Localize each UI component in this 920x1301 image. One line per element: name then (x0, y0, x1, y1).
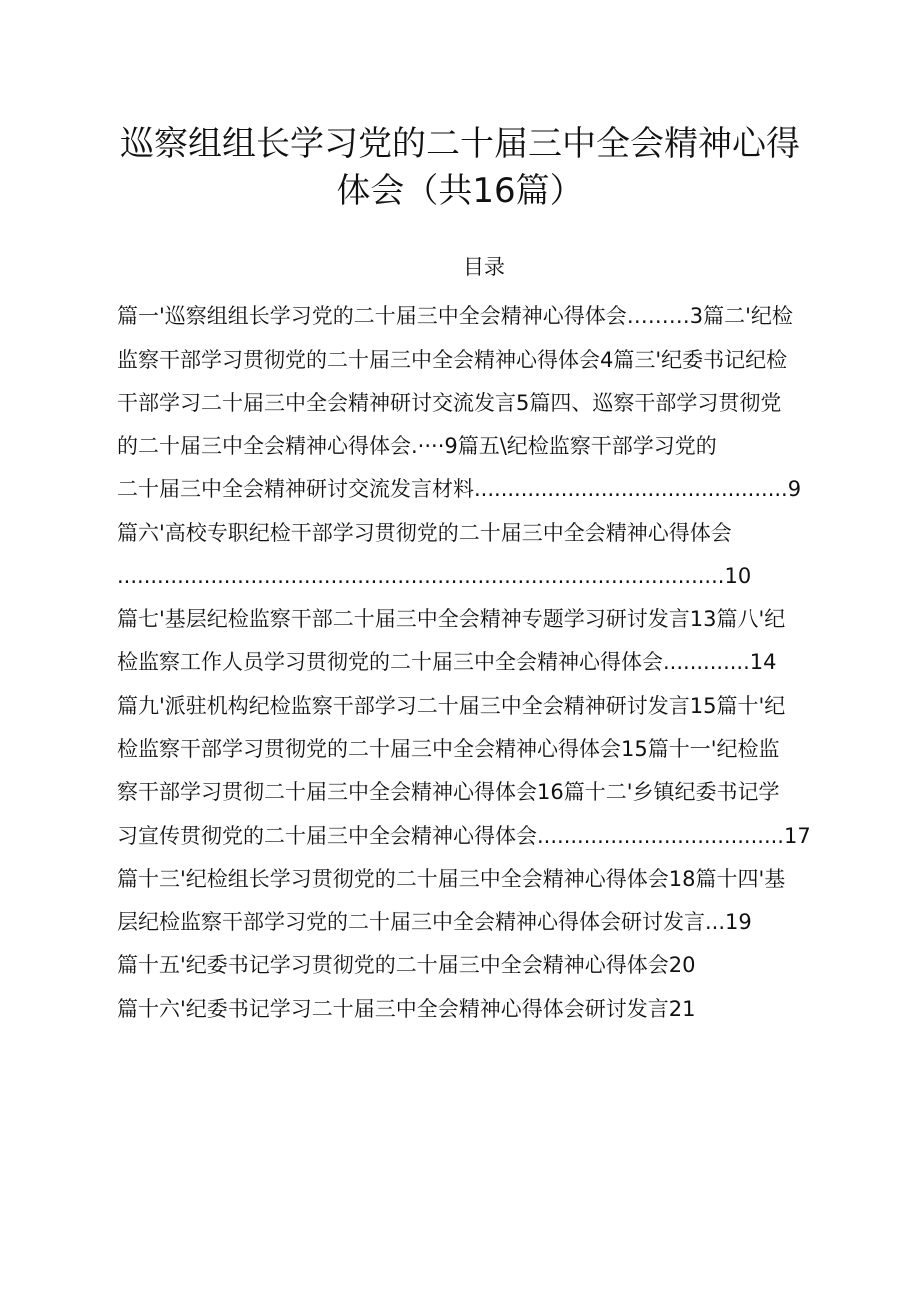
toc-line[interactable]: 篇九'派驻机构纪检监察干部学习二十届三中全会精神研讨发言15篇十'纪 (117, 694, 786, 718)
toc-line[interactable]: 篇一'巡察组组长学习党的二十届三中全会精神心得体会………3篇二'纪检 (117, 304, 793, 328)
toc-line[interactable]: 监察干部学习贯彻党的二十届三中全会精神心得体会4篇三'纪委书记纪检 (117, 348, 788, 372)
toc-line[interactable]: 检监察工作人员学习贯彻党的二十届三中全会精神心得体会.............14 (117, 650, 777, 674)
toc-line[interactable]: 篇七'基层纪检监察干部二十届三中全会精神专题学习研讨发言13篇八'纪 (117, 607, 786, 631)
toc-line[interactable]: 检监察干部学习贯彻党的二十届三中全会精神心得体会15篇十一'纪检监 (117, 737, 780, 761)
document-title-line-1: 巡察组组长学习党的二十届三中全会精神心得 (120, 124, 800, 164)
toc-line[interactable]: 二十届三中全会精神研讨交流发言材料...............................................9 (117, 477, 802, 501)
toc-line[interactable]: 干部学习二十届三中全会精神研讨交流发言5篇四、巡察干部学习贯彻党 (117, 391, 782, 415)
toc-line[interactable]: 察干部学习贯彻二十届三中全会精神心得体会16篇十二'乡镇纪委书记学 (117, 780, 780, 804)
toc-line[interactable]: 层纪检监察干部学习党的二十届三中全会精神心得体会研讨发言...19 (117, 910, 752, 934)
document-title-line-2: 体会（共16篇） (336, 171, 584, 211)
toc-line[interactable]: 篇六'高校专职纪检干部学习贯彻党的二十届三中全会精神心得体会 (117, 521, 732, 545)
toc-line[interactable]: ...........................................................................................10 (117, 564, 752, 588)
toc-line[interactable]: 习宣传贯彻党的二十届三中全会精神心得体会.....................................17 (117, 824, 811, 848)
toc-line[interactable]: 篇十五'纪委书记学习贯彻党的二十届三中全会精神心得体会20 (117, 953, 696, 977)
toc-line[interactable]: 篇十六'纪委书记学习二十届三中全会精神心得体会研讨发言21 (117, 997, 696, 1021)
toc-heading: 目录 (463, 255, 505, 279)
toc-line[interactable]: 的二十届三中全会精神心得体会.····9篇五\纪检监察干部学习党的 (117, 434, 717, 458)
toc-line[interactable]: 篇十三'纪检组长学习贯彻党的二十届三中全会精神心得体会18篇十四'基 (117, 867, 786, 891)
